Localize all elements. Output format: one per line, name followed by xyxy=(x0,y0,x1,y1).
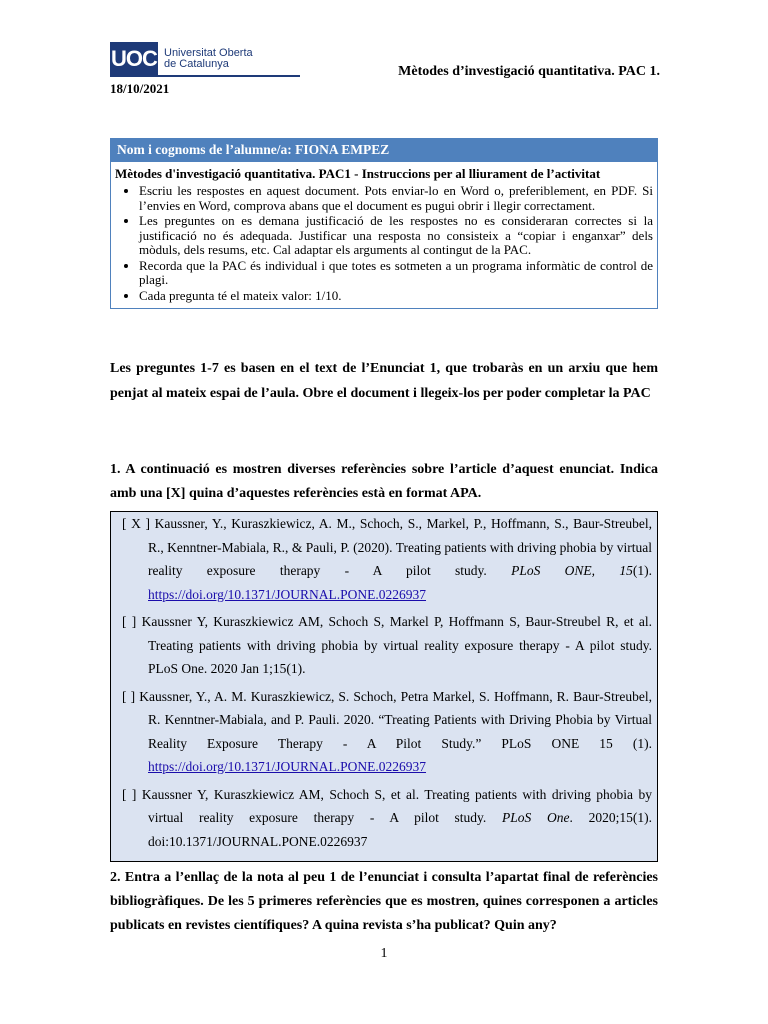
doi-link[interactable]: https://doi.org/10.1371/JOURNAL.PONE.0226937 xyxy=(148,586,427,602)
instruction-item: • Les preguntes on es demana justificació de les respostes no es consideraran correctes si la justificació no és adequada. Justificar una resposta no consisteix a “copiar i enganxar” dels mòduls, dels resums, etc. Cal adaptar els arguments al contingut de la PAC. xyxy=(139,214,653,258)
reference-option-1[interactable]: [ X ] Kaussner, Y., Kuraszkiewicz, A. M., Schoch, S., Markel, P., Hoffmann, S., Baur-Streubel, R., Kenntner-Mabiala, R., & Pauli, P. (2020). Treating patients with driving phobia by virtual reality exposure therapy - A pilot study. PLoS ONE, 15(1). https://doi.org/10.1371/JOURNAL.PONE.0226937 xyxy=(122,516,652,602)
instruction-item: • Recorda que la PAC és individual i que totes es sotmeten a un programa informàtic de control de plagi. xyxy=(139,259,653,288)
references-box xyxy=(110,511,658,862)
question-1: 1. A continuació es mostren diverses referències sobre l’article d’aquest enunciat. Indica amb una [X] quina d’aquestes referències està en format APA. xyxy=(110,462,658,501)
logo-mark: UOC xyxy=(110,42,158,76)
uoc-logo xyxy=(110,42,253,76)
logo-line-2: de Catalunya xyxy=(164,58,229,70)
intro-paragraph: Les preguntes 1-7 es basen en el text de l’Enunciat 1, que trobaràs en un arxiu que hem penjat al mateix espai de l’aula. Obre el document i llegeix-los per poder completar la PAC xyxy=(110,361,658,401)
reference-option-4[interactable]: [ ] Kaussner Y, Kuraszkiewicz AM, Schoch S, et al. Treating patients with driving phobia by virtual reality exposure therapy - A pilot study. PLoS One. 2020;15(1). doi:10.1371/JOURNAL.PONE.0226937 xyxy=(122,786,653,849)
reference-option-2[interactable]: [ ] Kaussner Y, Kuraszkiewicz AM, Schoch S, Markel P, Hoffmann S, Baur-Streubel R, et al. Treating patients with driving phobia by virtual reality exposure therapy - A pilot study. PLoS One. 2020 Jan 1;15(1). xyxy=(122,614,652,676)
instruction-item: • Cada pregunta té el mateix valor: 1/10. xyxy=(139,289,653,304)
instruction-item: • Escriu les respostes en aquest document. Pots enviar-lo en Word o, preferiblement, en PDF. Si l’envies en Word, comprova abans que el document es pugui obrir i llegir correctament. xyxy=(139,184,653,213)
reference-option-3[interactable]: [ ] Kaussner, Y., A. M. Kuraszkiewicz, S. Schoch, Petra Markel, S. Hoffmann, R. Baur-Streubel, R. Kenntner-Mabiala, and P. Pauli. 2020. “Treating Patients with Driving Phobia by Virtual Reality Exposure Therapy - A Pilot Study.” PLoS ONE 15 (1). https://doi.org/10.1371/JOURNAL.PONE.0226937 xyxy=(122,688,652,774)
instructions-subtitle: Mètodes d'investigació quantitativa. PAC1 - Instruccions per al lliurament de l’activitat xyxy=(115,166,601,181)
instructions-list xyxy=(111,184,657,308)
page-number: 1 xyxy=(380,946,388,961)
student-name: Nom i cognoms de l’alumne/a: FIONA EMPEZ xyxy=(111,139,657,162)
header-date: 18/10/2021 xyxy=(110,81,170,96)
logo-line-1: Universitat Oberta xyxy=(164,47,253,59)
instructions-box xyxy=(110,138,658,309)
logo-text xyxy=(164,48,253,70)
header-title: Mètodes d’investigació quantitativa. PAC 1. xyxy=(398,64,660,79)
doi-link[interactable]: https://doi.org/10.1371/JOURNAL.PONE.0226937 xyxy=(148,759,427,774)
logo-underline xyxy=(110,75,300,77)
question-2: 2. Entra a l’enllaç de la nota al peu 1 de l’enunciat i consulta l’apartat final de referències bibliogràfiques. De les 5 primeres referències que es mostren, quines corresponen a articles publicats en revistes científiques? A quina revista s’ha publicat? Quin any? xyxy=(110,870,658,933)
